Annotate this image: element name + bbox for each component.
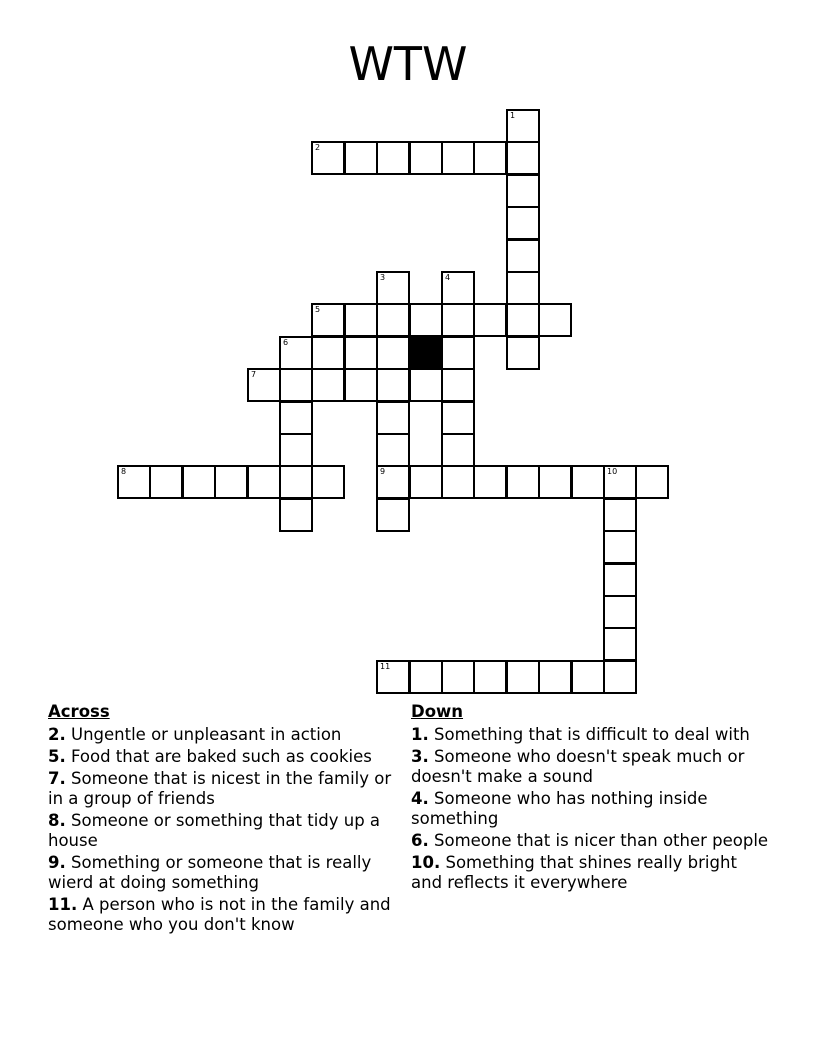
across-clue [48, 895, 393, 935]
grid-cell[interactable] [409, 141, 443, 175]
grid-cell[interactable] [344, 368, 378, 402]
grid-cell[interactable] [603, 563, 637, 597]
down-heading: Down [411, 702, 464, 721]
grid-cell[interactable] [376, 303, 410, 337]
cell-number: 10 [607, 467, 618, 476]
grid-cell[interactable] [603, 660, 637, 694]
grid-cell[interactable] [344, 336, 378, 370]
grid-cell[interactable] [247, 465, 281, 499]
down-clue [411, 831, 771, 851]
grid-cell[interactable] [149, 465, 183, 499]
grid-cell[interactable] [538, 465, 572, 499]
grid-cell[interactable] [473, 465, 507, 499]
cell-number: 3 [380, 273, 386, 282]
grid-cell[interactable] [376, 401, 410, 435]
grid-cell[interactable] [441, 368, 475, 402]
cell-number: 7 [251, 370, 257, 379]
clue-number: 11. [48, 895, 78, 914]
grid-cell[interactable] [409, 303, 443, 337]
grid-cell[interactable] [473, 141, 507, 175]
clue-text: Food that are baked such as cookies [71, 747, 372, 766]
grid-cell[interactable] [441, 465, 475, 499]
grid-cell[interactable] [603, 627, 637, 661]
clue-number: 4. [411, 789, 429, 808]
grid-cell[interactable] [473, 660, 507, 694]
grid-cell[interactable] [409, 660, 443, 694]
grid-cell[interactable] [311, 303, 345, 337]
grid-cell[interactable] [279, 368, 313, 402]
grid-cell[interactable] [376, 433, 410, 467]
grid-cell[interactable] [247, 368, 281, 402]
grid-cell[interactable] [506, 109, 540, 143]
grid-cell[interactable] [344, 303, 378, 337]
cell-number: 8 [121, 467, 127, 476]
down-clues [411, 702, 771, 895]
clue-text: Someone that is nicest in the family or in a group of friends [48, 769, 392, 808]
across-clue [48, 747, 393, 767]
puzzle-title: WTW [348, 37, 468, 91]
clue-number: 1. [411, 725, 429, 744]
grid-cell[interactable] [409, 368, 443, 402]
grid-cell[interactable] [603, 595, 637, 629]
grid-cell[interactable] [603, 465, 637, 499]
grid-cell[interactable] [506, 141, 540, 175]
down-clue [411, 853, 771, 893]
clue-number: 3. [411, 747, 429, 766]
clue-text: Someone or something that tidy up a house [48, 811, 381, 850]
grid-cell[interactable] [506, 271, 540, 305]
grid-cell[interactable] [214, 465, 248, 499]
across-clue [48, 769, 393, 809]
grid-cell[interactable] [506, 336, 540, 370]
grid-cell[interactable] [344, 141, 378, 175]
grid-cell[interactable] [376, 141, 410, 175]
grid-cell[interactable] [441, 303, 475, 337]
grid-cell[interactable] [538, 303, 572, 337]
clue-text: Someone that is nicer than other people [434, 831, 769, 850]
clue-text: Someone who doesn't speak much or doesn't make a sound [411, 747, 745, 786]
grid-cell[interactable] [117, 465, 151, 499]
grid-cell[interactable] [376, 336, 410, 370]
grid-cell[interactable] [376, 660, 410, 694]
cell-number: 1 [510, 111, 516, 120]
clue-number: 10. [411, 853, 441, 872]
clue-number: 9. [48, 853, 66, 872]
cell-number: 9 [380, 467, 386, 476]
across-clue [48, 811, 393, 851]
black-cell [409, 336, 443, 370]
grid-cell[interactable] [506, 239, 540, 273]
grid-cell[interactable] [441, 401, 475, 435]
clue-number: 8. [48, 811, 66, 830]
across-heading: Across [48, 702, 110, 721]
clue-number: 6. [411, 831, 429, 850]
grid-cell[interactable] [506, 303, 540, 337]
across-clue [48, 853, 393, 893]
down-clue [411, 725, 771, 745]
grid-cell[interactable] [182, 465, 216, 499]
grid-cell[interactable] [441, 660, 475, 694]
cell-number: 4 [445, 273, 451, 282]
grid-cell[interactable] [571, 660, 605, 694]
grid-cell[interactable] [279, 433, 313, 467]
across-clues [48, 702, 393, 937]
cell-number: 6 [283, 338, 289, 347]
grid-cell[interactable] [376, 271, 410, 305]
grid-cell[interactable] [279, 498, 313, 532]
clue-text: Ungentle or unpleasant in action [71, 725, 342, 744]
grid-cell[interactable] [441, 336, 475, 370]
grid-cell[interactable] [603, 498, 637, 532]
grid-cell[interactable] [473, 303, 507, 337]
grid-cell[interactable] [376, 368, 410, 402]
grid-cell[interactable] [376, 498, 410, 532]
grid-cell[interactable] [571, 465, 605, 499]
grid-cell[interactable] [506, 660, 540, 694]
grid-cell[interactable] [441, 271, 475, 305]
grid-cell[interactable] [409, 465, 443, 499]
cell-number: 2 [315, 143, 321, 152]
clue-text: Something that is difficult to deal with [434, 725, 750, 744]
down-clue [411, 789, 771, 829]
clue-number: 5. [48, 747, 66, 766]
clue-text: Something or someone that is really wierd at doing something [48, 853, 372, 892]
across-clue [48, 725, 393, 745]
grid-cell[interactable] [311, 368, 345, 402]
grid-cell[interactable] [279, 336, 313, 370]
grid-cell[interactable] [538, 660, 572, 694]
grid-cell[interactable] [311, 465, 345, 499]
grid-cell[interactable] [441, 141, 475, 175]
grid-cell[interactable] [506, 174, 540, 208]
grid-cell[interactable] [376, 465, 410, 499]
grid-cell[interactable] [441, 433, 475, 467]
clue-text: Someone who has nothing inside something [411, 789, 708, 828]
grid-cell[interactable] [279, 401, 313, 435]
grid-cell[interactable] [311, 141, 345, 175]
cell-number: 5 [315, 305, 321, 314]
down-clue [411, 747, 771, 787]
clue-number: 2. [48, 725, 66, 744]
cell-number: 11 [380, 662, 391, 671]
grid-cell[interactable] [635, 465, 669, 499]
grid-cell[interactable] [506, 465, 540, 499]
clue-text: A person who is not in the family and someone who you don't know [48, 895, 391, 934]
clue-number: 7. [48, 769, 66, 788]
clue-text: Something that shines really bright and reflects it everywhere [411, 853, 737, 892]
grid-cell[interactable] [603, 530, 637, 564]
grid-cell[interactable] [311, 336, 345, 370]
grid-cell[interactable] [506, 206, 540, 240]
grid-cell[interactable] [279, 465, 313, 499]
